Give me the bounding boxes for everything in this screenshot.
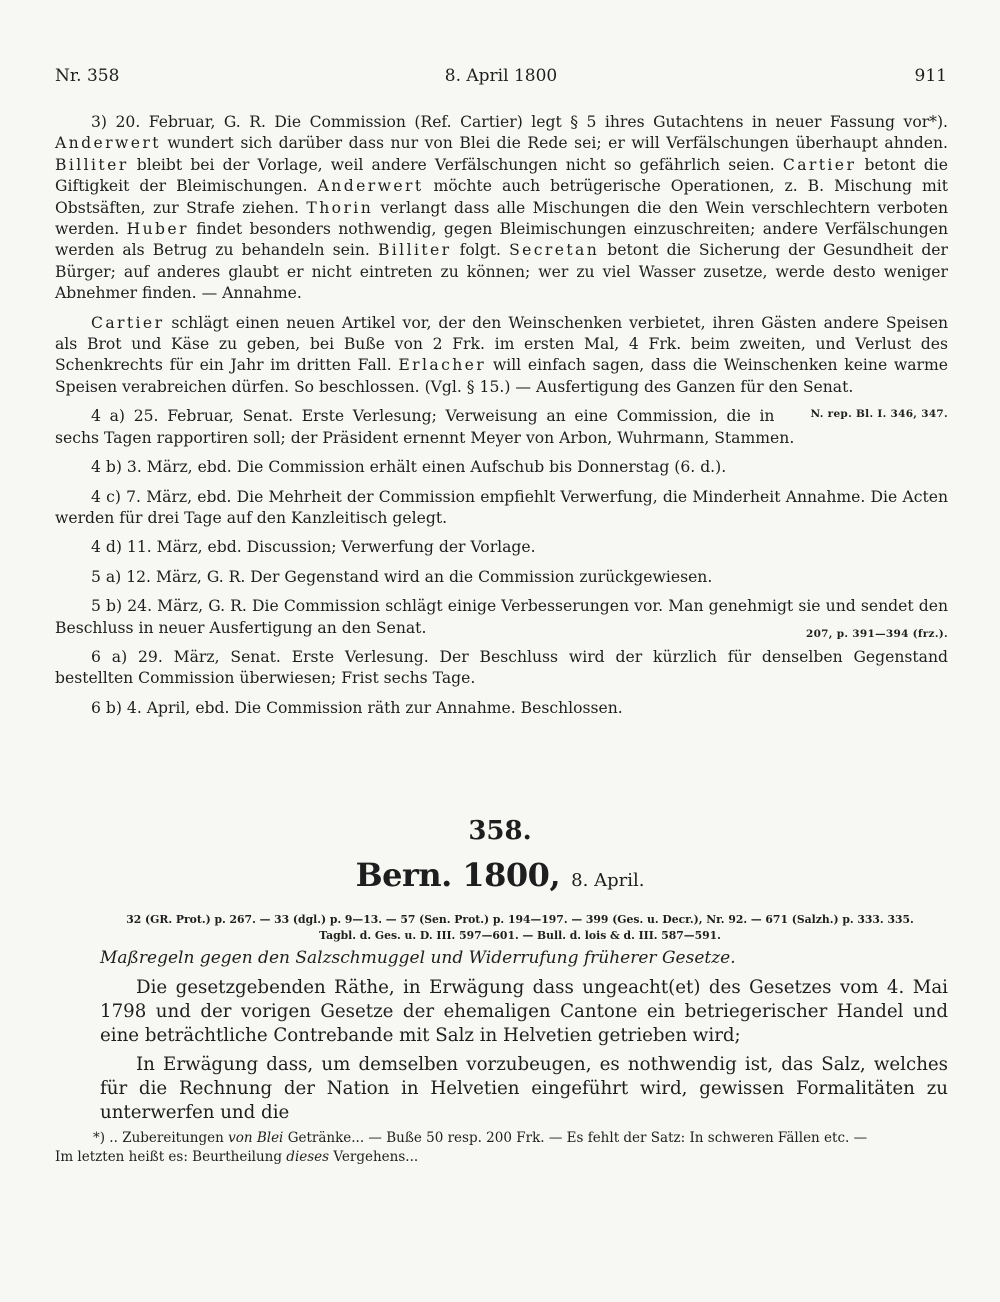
paragraph-text: betont die Sicherung der Gesundheit der Bürger; auf anderes glaubt er nicht eintreten zu können; wer zu viel Wasser zusetze, werde desto weniger Abnehmer finden. — Annahme. (55, 241, 948, 303)
speaker-name: Cartier (91, 313, 165, 332)
page-number: 911 (914, 66, 947, 86)
speaker-name: Anderwert (317, 177, 424, 196)
paragraph-cartier-proposal (55, 313, 948, 421)
speaker-name: Thorin (306, 198, 374, 217)
paragraph-text: 3) 20. Februar, G. R. Die Commission (Ref. Cartier) legt § 5 ihres Gutachtens in neuer Fassung vor*). (91, 113, 948, 131)
speaker-name: Anderwert (55, 134, 161, 153)
paragraph-4b: 4 b) 3. März, ebd. Die Commission erhält einen Aufschub bis Donnerstag (6. d.). (91, 458, 727, 477)
body-paragraph: In Erwägung dass, um demselben vorzubeugen, es nothwendig ist, das Salz, welches für die Rechnung der Nation in Helvetien eingeführt wird, gewissen Formalitäten zu unterwerfen und die (100, 1054, 948, 1123)
paragraph-text: betont die Giftigkeit der Bleimischungen. (55, 155, 948, 196)
paragraph-4a: 4 a) 25. Februar, Senat. Erste Verlesung; Verweisung an eine Commission, die in sechs Tagen rapportiren soll; der Präsident ernennt Meyer von Arbon, Wuhrmann, Stammen. (55, 407, 795, 447)
document-heading (0, 856, 1000, 894)
footnote-text: Getränke... — Buße 50 resp. 200 Frk. — Es fehlt der Satz: In schweren Fällen etc. — (287, 1130, 868, 1146)
footnote-text: Im letzten heißt es: Beurtheilung (55, 1149, 282, 1165)
speaker-name: Billiter (55, 155, 129, 174)
paragraph-text: bleibt bei der Vorlage, weil andere Verfälschungen nicht so gefährlich seien. (128, 155, 783, 174)
source-reference: 207, p. 391—394 (frz.). (805, 627, 948, 640)
paragraph-6b: 6 b) 4. April, ebd. Die Commission räth zur Annahme. Beschlossen. (91, 698, 623, 717)
paragraph-5b-text: 5 b) 24. März, G. R. Die Commission schlägt einige Verbesserungen vor. Man genehmigt sie und sendet den Beschluss in neuer Ausfertigung an den Senat. (55, 597, 948, 637)
footnote-line (55, 1148, 948, 1167)
document-subject: Maßregeln gegen den Salzschmuggel und Widerrufung früherer Gesetze. (100, 948, 736, 968)
document-number: 358. (468, 816, 532, 846)
paragraph-text: folgt. (451, 241, 510, 260)
paragraph-text: verlangt dass alle Mischungen die den Wein verschlechtern verboten werden. (55, 198, 948, 239)
document-place-year: Bern. 1800, (355, 856, 561, 894)
speaker-name: Huber (126, 220, 189, 239)
paragraph-6a: 6 a) 29. März, Senat. Erste Verlesung. Der Beschluss wird der kürzlich für denselben Gegenstand bestellten Commission überwiesen; Frist sechs Tage. (55, 647, 948, 688)
speaker-name: Billiter (377, 241, 452, 260)
source-line: Tagbl. d. Ges. u. D. III. 597—601. — Bull. d. lois & d. III. 587—591. (319, 929, 721, 942)
footnote (55, 1129, 948, 1167)
body-paragraph: Die gesetzgebenden Räthe, in Erwägung dass ungeacht(et) des Gesetzes vom 4. Mai 1798 und der vorigen Gesetze der ehemaligen Cantone ein betriegerischer Handel und eine beträchtliche Contrebande mit Salz in Helvetien getrieben wird; (100, 977, 948, 1046)
document-date: 8. April. (571, 870, 645, 891)
header-date: 8. April 1800 (444, 66, 558, 86)
header-document-number: Nr. 358 (55, 66, 120, 86)
paragraph-text: findet besonders nothwendig, gegen Bleimischungen einzuschreiten; andere Verfälschungen werden als Betrug zu behandeln sein. (55, 220, 948, 260)
speaker-name: Secretan (509, 241, 600, 260)
paragraph-3-grand-council (55, 112, 948, 305)
source-citations (95, 912, 945, 944)
source-line: 32 (GR. Prot.) p. 267. — 33 (dgl.) p. 9—13. — 57 (Sen. Prot.) p. 194—197. — 399 (Ges. u. Decr.), Nr. 92. — 671 (Salzh.) p. 333. 335. (126, 913, 914, 926)
footnote-line (55, 1129, 948, 1148)
footnote-italic: von Blei (228, 1130, 284, 1146)
paragraph-text: will einfach sagen, dass die Weinschenken keine warme Speisen verabreichen dürfen. So beschlossen. (Vgl. § 15.) — Ausfertigung des Ganzen für den Senat. (55, 356, 948, 396)
paragraph-4d: 4 d) 11. März, ebd. Discussion; Verwerfung der Vorlage. (91, 538, 536, 557)
footnote-mark: *) .. (93, 1130, 118, 1146)
paragraph-5a: 5 a) 12. März, G. R. Der Gegenstand wird an die Commission zurückgewiesen. (91, 567, 713, 586)
paragraph-text: möchte auch betrügerische Operationen, z. B. Mischung mit Obstsäften, zur Strafe ziehen. (55, 177, 948, 217)
paragraph-text: schlägt einen neuen Artikel vor, der den Weinschenken verbietet, ihren Gästen andere Speisen als Brot und Käse zu geben, bei Buße von 2 Frk. im ersten Mal, 4 Frk. beim zweiten, und Verlust des Schenkrechts für ein Jahr im dritten Fall. (55, 313, 948, 375)
footnote-text: Zubereitungen (122, 1130, 224, 1146)
paragraph-4c: 4 c) 7. März, ebd. Die Mehrheit der Commission empfiehlt Verwerfung, die Minderheit Annahme. Die Acten werden für drei Tage auf den Kanzleitisch gelegt. (55, 487, 948, 527)
document-body (100, 976, 948, 1130)
speaker-name: Cartier (782, 155, 857, 174)
speaker-name: Erlacher (398, 356, 487, 375)
running-header (55, 66, 947, 90)
source-reference: N. rep. Bl. I. 346, 347. (810, 408, 948, 421)
paragraph-text: wundert sich darüber dass nur von Blei die Rede sei; er will Verfälschungen überhaupt ahnden. (160, 134, 948, 153)
paragraph-5b (55, 596, 948, 639)
footnote-text: Vergehens... (333, 1149, 419, 1165)
previous-document-continuation (55, 112, 948, 727)
footnote-italic: dieses (286, 1149, 330, 1165)
